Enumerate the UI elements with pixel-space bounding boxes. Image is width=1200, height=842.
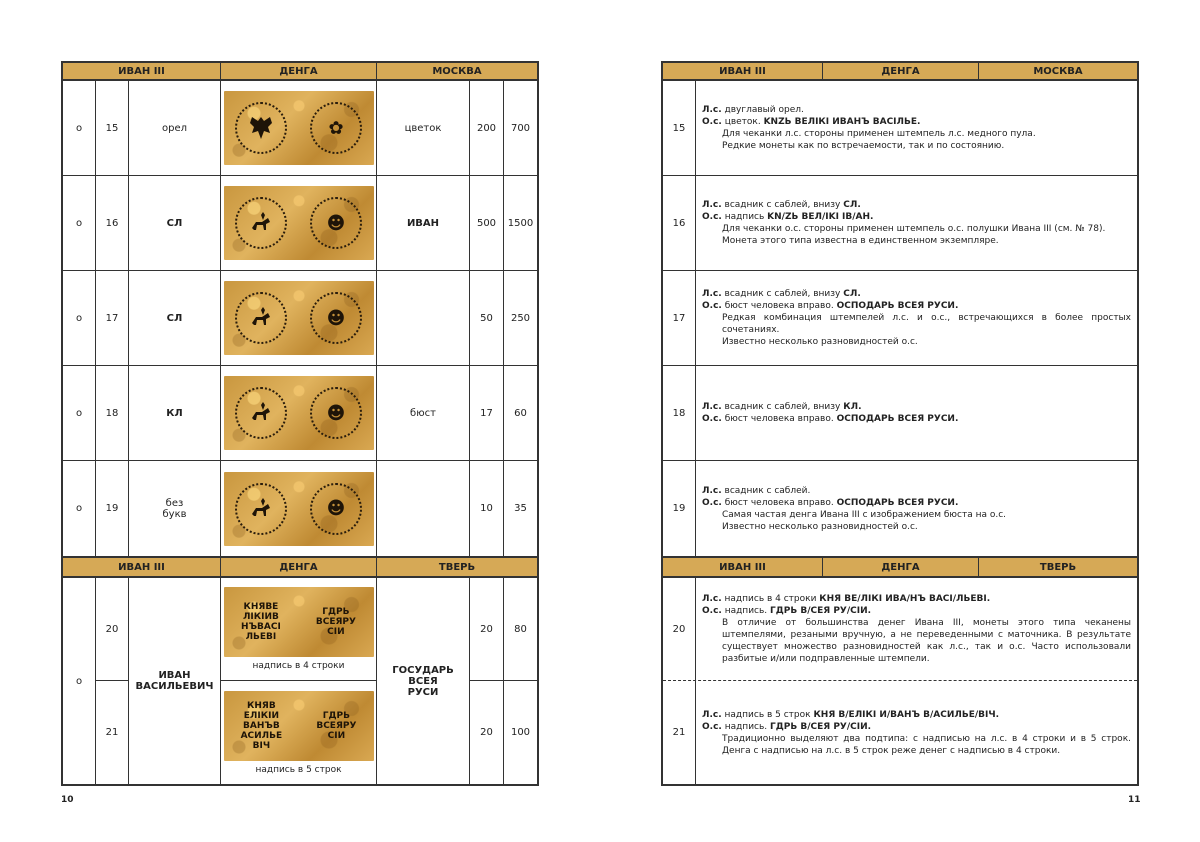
right-page [661, 61, 1139, 786]
line-text: надпись. [721, 606, 771, 616]
coin-image [224, 472, 374, 546]
side-label: О.с. [702, 414, 722, 424]
horseman-icon [244, 206, 278, 240]
coin-reverse [310, 292, 362, 344]
obverse-cell: СЛ [129, 271, 221, 365]
coin-caption: надпись в 5 строк [255, 764, 342, 775]
price-vf-cell: 50 [470, 271, 504, 365]
description-line [702, 401, 1131, 413]
coin-obverse [235, 102, 287, 154]
price-vf-column [470, 578, 504, 784]
description-text [702, 199, 1131, 247]
description-line [702, 336, 1131, 348]
header-type: ДЕНГА [221, 63, 377, 79]
side-label: Л.с. [702, 709, 722, 720]
description-line [702, 485, 1131, 497]
coin-image-cell [221, 681, 376, 784]
table-row [63, 271, 537, 366]
line-text: цветок. [721, 117, 764, 127]
line-text: Монета этого типа известна в единственном экземпляре. [722, 236, 999, 246]
side-label: О.с. [702, 721, 722, 732]
coin-reverse [310, 483, 362, 535]
obverse-cell: ИВАН ВАСИЛЬЕВИЧ [129, 578, 221, 784]
coin-image-cell [221, 366, 377, 460]
line-text: надпись в 5 строк [721, 709, 814, 720]
coin-caption: надпись в 4 строки [252, 661, 345, 671]
header-ruler: ИВАН III [663, 558, 823, 576]
bust-icon: ☻ [326, 402, 346, 424]
coin-obverse [235, 292, 287, 344]
mark-cell: o [63, 81, 96, 175]
coin-reverse [310, 102, 362, 154]
side-label: Л.с. [702, 105, 722, 115]
mark-cell: o [63, 461, 96, 556]
description-text [702, 104, 1131, 152]
mark-cell: o [63, 578, 96, 784]
inscription-text: KNZЬ ВЕЛIКI ИВАНЪ ВАСIЛЬЕ. [763, 117, 921, 127]
header-place: ТВЕРЬ [438, 561, 476, 573]
description-line [702, 128, 1131, 140]
table-row [663, 366, 1137, 461]
price-xf-cell: 80 [504, 578, 537, 681]
bust-icon: ☻ [326, 212, 346, 234]
table-row [63, 366, 537, 461]
coin-image-cell [221, 578, 376, 681]
page-number-right: 11 [1128, 795, 1141, 805]
mark-cell: o [63, 271, 96, 365]
price-vf-cell: 500 [470, 176, 504, 270]
line-text: Для чеканки л.с. стороны применен штемпель л.с. медного пула. [722, 129, 1036, 139]
right-table-moscow [661, 81, 1139, 558]
reverse-cell: ИВАН [377, 176, 470, 270]
line-text: всадник с саблей, внизу [721, 402, 844, 412]
table-row [663, 461, 1137, 556]
header-type: ДЕНГА [823, 63, 979, 79]
coin-obverse [235, 483, 287, 535]
price-xf-cell: 250 [510, 312, 531, 324]
left-page [61, 61, 539, 786]
description-line [702, 223, 1131, 235]
tver-group [63, 578, 537, 784]
number-cell: 15 [96, 81, 129, 175]
header-place: ТВЕРЬ [1039, 561, 1077, 573]
number-cell: 19 [96, 461, 129, 556]
side-label: Л.с. [702, 485, 722, 496]
header-ruler: ИВАН III [63, 558, 221, 576]
line-text: Традиционно выделяют два подтипа: с надписью на л.с. в 4 строки и в 5 строк. Денга с надписью на л.с. в 5 строк реже денег с надписью в 4 строки. [722, 733, 1131, 756]
description-text [702, 709, 1131, 757]
description-cell [696, 81, 1137, 175]
line-text: Известно несколько разновидностей о.с. [722, 521, 918, 532]
inscription-text: КЛ. [843, 402, 862, 412]
inscription-text: KN/ZЬ ВЕЛ/IKI IВ/АН. [767, 212, 874, 222]
price-xf-cell: 100 [510, 727, 531, 738]
description-cell [696, 271, 1137, 365]
line-text: бюст человека вправо. [721, 414, 837, 424]
description-line [702, 116, 1131, 128]
reverse-cell [377, 271, 470, 365]
line-text: Редкие монеты как по встречаемости, так и по состоянию. [722, 141, 1005, 151]
price-vf-cell: 20 [470, 578, 503, 681]
line-text: В отличие от большинства денег Ивана III, монеты этого типа чеканены штемпелями, резаными вручную, а не переведенными с маточника. В результате существует множество разновидностей как л.с., так и о.с. Часто использовали разбитые и/или подправленные штемпели. [722, 618, 1131, 664]
side-label: О.с. [702, 497, 722, 508]
description-line [702, 497, 1131, 509]
description-line [702, 413, 1131, 425]
price-vf-cell: 200 [470, 81, 504, 175]
price-xf-cell: 60 [514, 407, 527, 419]
side-label: О.с. [702, 117, 722, 127]
description-line [702, 721, 1131, 733]
description-line [702, 733, 1131, 757]
line-text: Известно несколько разновидностей о.с. [722, 337, 918, 347]
mark-cell: o [63, 176, 96, 270]
inscription-text: ГДРЬ В/СЕЯ РУ/СIИ. [770, 606, 872, 616]
double-eagle-icon [244, 111, 278, 145]
line-text: Самая частая денга Ивана III с изображением бюста на о.с. [722, 509, 1007, 520]
number-cell: 20 [96, 578, 128, 681]
line-text: бюст человека вправо. [721, 301, 837, 311]
coin-image-column [221, 578, 377, 784]
description-text [702, 288, 1131, 348]
description-line [702, 288, 1131, 300]
table-row [63, 176, 537, 271]
page-number-left: 10 [61, 795, 74, 805]
coin-image [224, 376, 374, 450]
number-cell: 18 [663, 366, 696, 460]
obverse-cell: без букв [129, 461, 221, 556]
description-line [702, 593, 1131, 605]
coin-image-cell [221, 176, 377, 270]
coin-reverse-inscription: ГДРЬ ВСЕЯРУ СIИ [316, 710, 357, 741]
description-line [702, 140, 1131, 152]
description-line [702, 235, 1131, 247]
flower-icon: ✿ [328, 117, 344, 139]
inscription-text: ОСПОДАРЬ ВСЕЯ РУСИ. [836, 414, 959, 424]
price-xf-cell: 700 [510, 122, 531, 134]
side-label: Л.с. [702, 594, 722, 604]
mark-cell: o [63, 366, 96, 460]
price-xf-column [504, 578, 537, 784]
number-column [96, 578, 129, 784]
reverse-cell: ГОСУДАРЬ ВСЕЯ РУСИ [377, 578, 470, 784]
side-label: Л.с. [702, 289, 722, 299]
description-line [702, 605, 1131, 617]
table-row [663, 578, 1137, 681]
number-cell: 16 [663, 176, 696, 270]
coin-obverse-inscription: КНЯВЕ ЛIКIИВ НЪВАСI ЛЬЕВI [241, 602, 281, 642]
obverse-cell: орел [129, 81, 221, 175]
table-row [663, 81, 1137, 176]
table-row [663, 271, 1137, 366]
description-text [702, 401, 1131, 425]
inscription-text: КНЯ ВЕ/ЛIКI ИВА/НЪ ВАСI/ЛЬЕВI. [819, 594, 991, 604]
coin-image [224, 587, 374, 657]
header-type: ДЕНГА [221, 558, 377, 576]
coin-image [224, 91, 374, 165]
coin-reverse [310, 197, 362, 249]
description-line [702, 211, 1131, 223]
description-cell [696, 578, 1137, 680]
coin-image [224, 691, 374, 761]
inscription-text: СЛ. [843, 200, 861, 210]
horseman-icon [244, 301, 278, 335]
coin-obverse [235, 197, 287, 249]
line-text: всадник с саблей. [721, 485, 811, 496]
coin-image [224, 186, 374, 260]
description-cell [696, 461, 1137, 556]
right-header-tver [661, 558, 1139, 578]
price-vf-cell: 10 [470, 461, 504, 556]
number-cell: 21 [663, 681, 696, 784]
coin-image-cell [221, 461, 377, 556]
left-table-moscow [61, 81, 539, 558]
price-vf-cell: 17 [470, 366, 504, 460]
left-header-moscow [61, 61, 539, 81]
number-cell: 16 [96, 176, 129, 270]
side-label: Л.с. [702, 402, 722, 412]
header-place: МОСКВА [1033, 65, 1083, 77]
obverse-cell: СЛ [129, 176, 221, 270]
description-line [702, 709, 1131, 721]
description-cell [696, 176, 1137, 270]
inscription-text: КНЯ В/ЕЛIКI И/ВАНЪ В/АСИЛЬЕ/ВIЧ. [813, 709, 1000, 720]
side-label: Л.с. [702, 200, 722, 210]
bust-icon: ☻ [326, 307, 346, 329]
side-label: О.с. [702, 606, 722, 616]
reverse-cell [377, 461, 470, 556]
description-line [702, 199, 1131, 211]
line-text: Редкая комбинация штемпелей л.с. и о.с., встречающихся в более простых сочетаниях. [722, 313, 1131, 335]
line-text: надпись [721, 212, 768, 222]
left-header-tver [61, 558, 539, 578]
coin-reverse-inscription: ГДРЬ ВСЕЯРУ СIИ [315, 607, 356, 637]
number-cell: 17 [96, 271, 129, 365]
description-line [702, 312, 1131, 336]
inscription-text: ОСПОДАРЬ ВСЕЯ РУСИ. [836, 301, 959, 311]
price-xf-cell: 1500 [507, 217, 534, 229]
line-text: надпись. [721, 721, 771, 732]
horseman-icon [244, 492, 278, 526]
description-cell [696, 681, 1137, 784]
inscription-text: ГДРЬ В/СЕЯ РУ/СIИ. [770, 721, 872, 732]
number-cell: 17 [663, 271, 696, 365]
header-type: ДЕНГА [823, 558, 979, 576]
side-label: О.с. [702, 212, 722, 222]
description-text [702, 485, 1131, 533]
line-text: всадник с саблей, внизу [721, 289, 844, 299]
header-ruler: ИВАН III [63, 63, 221, 79]
number-cell: 18 [96, 366, 129, 460]
inscription-text: СЛ. [843, 289, 861, 299]
description-line [702, 617, 1131, 665]
reverse-cell: бюст [377, 366, 470, 460]
header-place: МОСКВА [432, 65, 482, 77]
table-row [663, 681, 1137, 784]
inscription-text: ОСПОДАРЬ ВСЕЯ РУСИ. [836, 497, 959, 508]
description-line [702, 521, 1131, 533]
bust-icon: ☻ [326, 498, 346, 519]
table-row [63, 461, 537, 556]
table-row [63, 81, 537, 176]
coin-reverse [310, 387, 362, 439]
line-text: надпись в 4 строки [721, 594, 820, 604]
line-text: Для чеканки о.с. стороны применен штемпель о.с. полушки Ивана III (см. № 78). [722, 224, 1106, 234]
number-cell: 15 [663, 81, 696, 175]
left-table-tver [61, 578, 539, 786]
obverse-cell: КЛ [129, 366, 221, 460]
line-text: всадник с саблей, внизу [721, 200, 844, 210]
description-line [702, 509, 1131, 521]
right-table-tver [661, 578, 1139, 786]
coin-image [224, 281, 374, 355]
number-cell: 21 [105, 727, 119, 738]
description-text [702, 593, 1131, 665]
side-label: О.с. [702, 301, 722, 311]
coin-obverse-inscription: КНЯВ ЕЛIКIИ ВАНЪВ АСИЛЬЕ ВIЧ [240, 700, 283, 751]
description-cell [696, 366, 1137, 460]
number-cell: 19 [663, 461, 696, 556]
table-row [663, 176, 1137, 271]
header-ruler: ИВАН III [663, 63, 823, 79]
coin-obverse [235, 387, 287, 439]
line-text: двуглавый орел. [721, 105, 804, 115]
coin-image-cell [221, 271, 377, 365]
price-vf-cell: 20 [480, 727, 493, 738]
number-cell: 20 [663, 578, 696, 680]
horseman-icon [244, 396, 278, 430]
price-xf-cell: 35 [514, 503, 527, 514]
right-header-moscow [661, 61, 1139, 81]
description-line [702, 300, 1131, 312]
description-line [702, 104, 1131, 116]
reverse-cell: цветок [377, 81, 470, 175]
coin-image-cell [221, 81, 377, 175]
line-text: бюст человека вправо. [721, 497, 837, 508]
